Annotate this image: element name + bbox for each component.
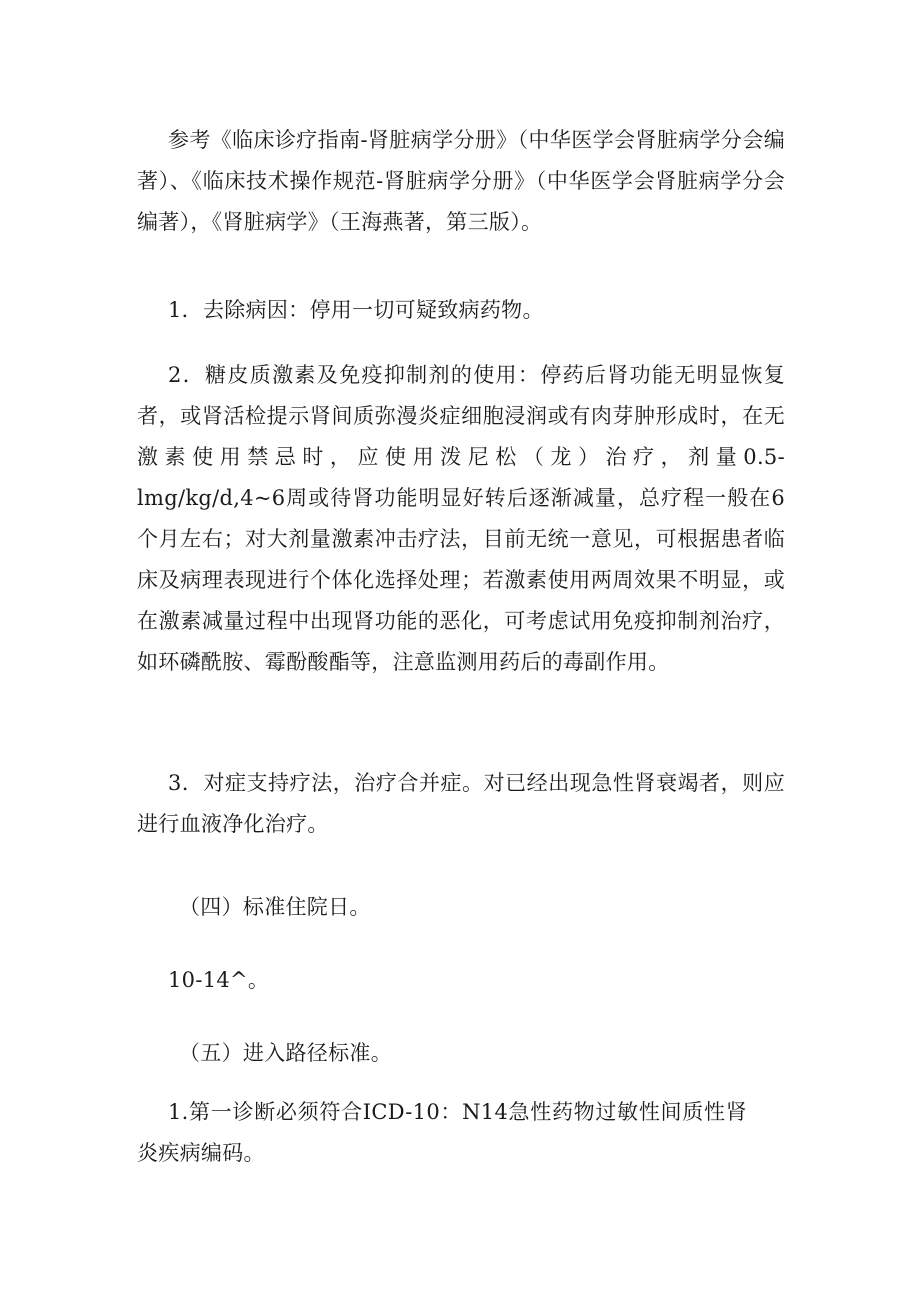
section-4-heading: （四）标准住院日。 [179, 895, 371, 919]
step-1-paragraph: 1．去除病因：停用一切可疑致病药物。 [168, 298, 544, 322]
reference-paragraph: 参考《临床诊疗指南-肾脏病学分册》（中华医学会肾脏病学分会编著）、《临床技术操作规范-肾脏病学分册》（中华医学会肾脏病学分会编著），《肾脏病学》（王海燕著，第三版）。 [137, 128, 785, 234]
step-2-paragraph: 2．糖皮质激素及免疫抑制剂的使用：停药后肾功能无明显恢复者，或肾活检提示肾间质弥漫炎症细胞浸润或有肉芽肿形成时，在无激素使用禁忌时，应使用泼尼松（龙）治疗，剂量0.5-lmg/kg/d,4~6周或待肾功能明显好转后逐渐减量，总疗程一般在6个月左右；对大剂量激素冲击疗法，目前无统一意见，可根据患者临床及病理表现进行个体化选择处理；若激素使用两周效果不明显，或在激素减量过程中出现肾功能的恶化，可考虑试用免疫抑制剂治疗，如环磷酰胺、霉酚酸酯等，注意监测用药后的毒副作用。 [137, 363, 785, 674]
criteria-1-paragraph: 1.第一诊断必须符合ICD-10：N14急性药物过敏性间质性肾炎疾病编码。 [137, 1100, 747, 1165]
hospital-days-value: 10-14^。 [168, 968, 270, 992]
step-3-paragraph: 3．对症支持疗法，治疗合并症。对已经出现急性肾衰竭者，则应进行血液净化治疗。 [137, 771, 785, 836]
section-5-heading: （五）进入路径标准。 [179, 1041, 392, 1065]
